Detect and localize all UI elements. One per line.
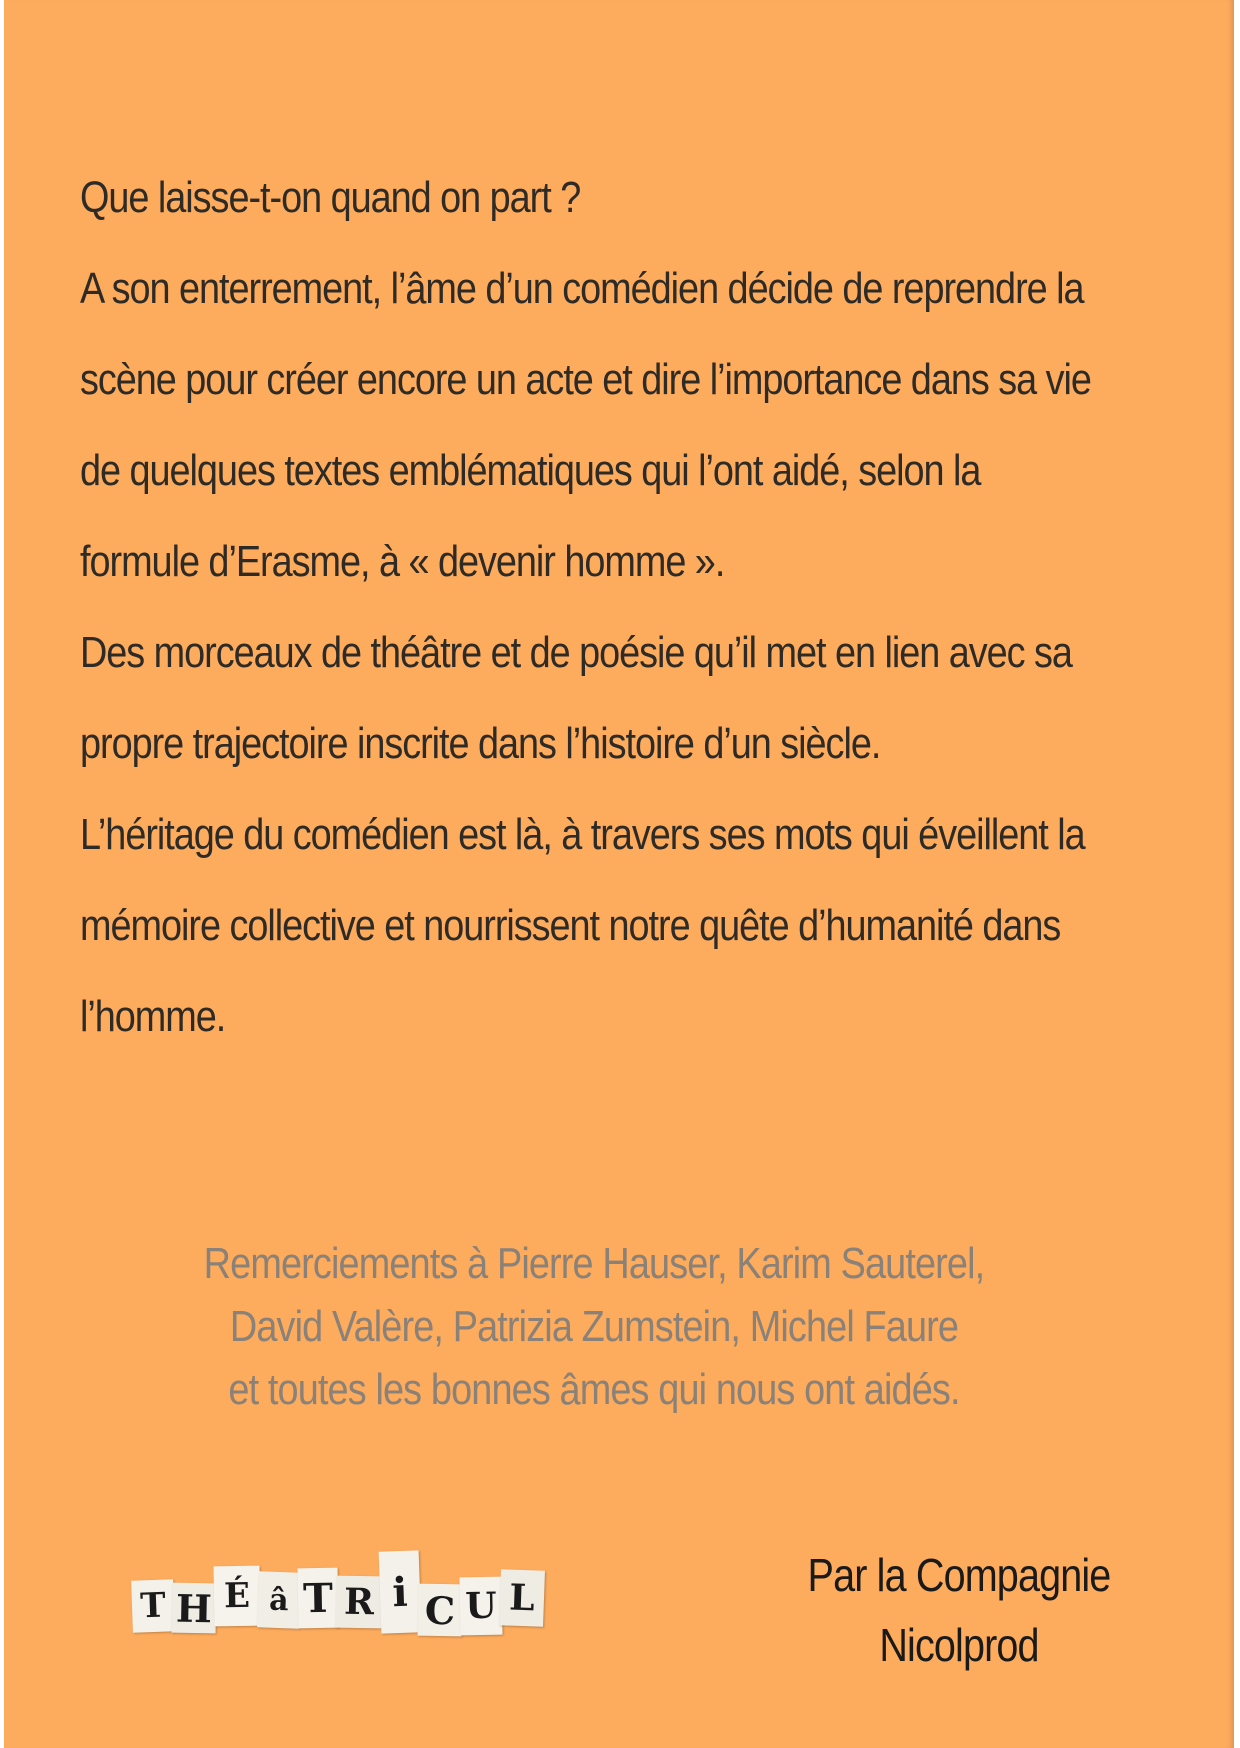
logo-letter-tile: É (213, 1566, 260, 1627)
synopsis-line: Des morceaux de théâtre et de poésie qu’il met en lien avec sa (80, 628, 1072, 677)
logo-letter-tile: R (336, 1576, 383, 1629)
logo-letter-tile: i (379, 1550, 422, 1633)
back-cover (4, 0, 1234, 1748)
logo-letter-tile: C (418, 1584, 463, 1637)
logo-letter-tile: H (172, 1583, 217, 1634)
synopsis-line: l’homme. (80, 992, 226, 1041)
synopsis-line: formule d’Erasme, à « devenir homme ». (80, 537, 725, 586)
logo-letter-tile: L (499, 1569, 545, 1627)
acknowledgement-line: et toutes les bonnes âmes qui nous ont aidés. (228, 1365, 960, 1414)
synopsis-text (80, 152, 1091, 1062)
credit-line: Par la Compagnie (807, 1549, 1111, 1601)
synopsis-line: propre trajectoire inscrite dans l’histoire d’un siècle. (80, 719, 881, 768)
theatricul-logo (132, 1552, 542, 1652)
company-credit (764, 1540, 1154, 1680)
logo-letter-tile: T (297, 1568, 338, 1629)
synopsis-line: L’héritage du comédien est là, à travers ses mots qui éveillent la (80, 810, 1085, 859)
acknowledgement-line: David Valère, Patrizia Zumstein, Michel Faure (229, 1302, 959, 1351)
synopsis-line: de quelques textes emblématiques qui l’ont aidé, selon la (80, 446, 981, 495)
synopsis-line: scène pour créer encore un acte et dire l’importance dans sa vie (80, 355, 1091, 404)
synopsis-line: A son enterrement, l’âme d’un comédien décide de reprendre la (80, 264, 1084, 313)
logo-letter-tile: U (459, 1577, 502, 1636)
synopsis-line: mémoire collective et nourrissent notre quête d’humanité dans (80, 901, 1061, 950)
logo-letter-tile: â (257, 1571, 301, 1628)
acknowledgements (4, 1232, 1184, 1421)
logo-letter-tile: T (131, 1579, 175, 1632)
synopsis-line: Que laisse-t-on quand on part ? (80, 173, 581, 222)
company-name: Nicolprod (879, 1619, 1039, 1671)
acknowledgement-line: Remerciements à Pierre Hauser, Karim Sauterel, (203, 1239, 985, 1288)
